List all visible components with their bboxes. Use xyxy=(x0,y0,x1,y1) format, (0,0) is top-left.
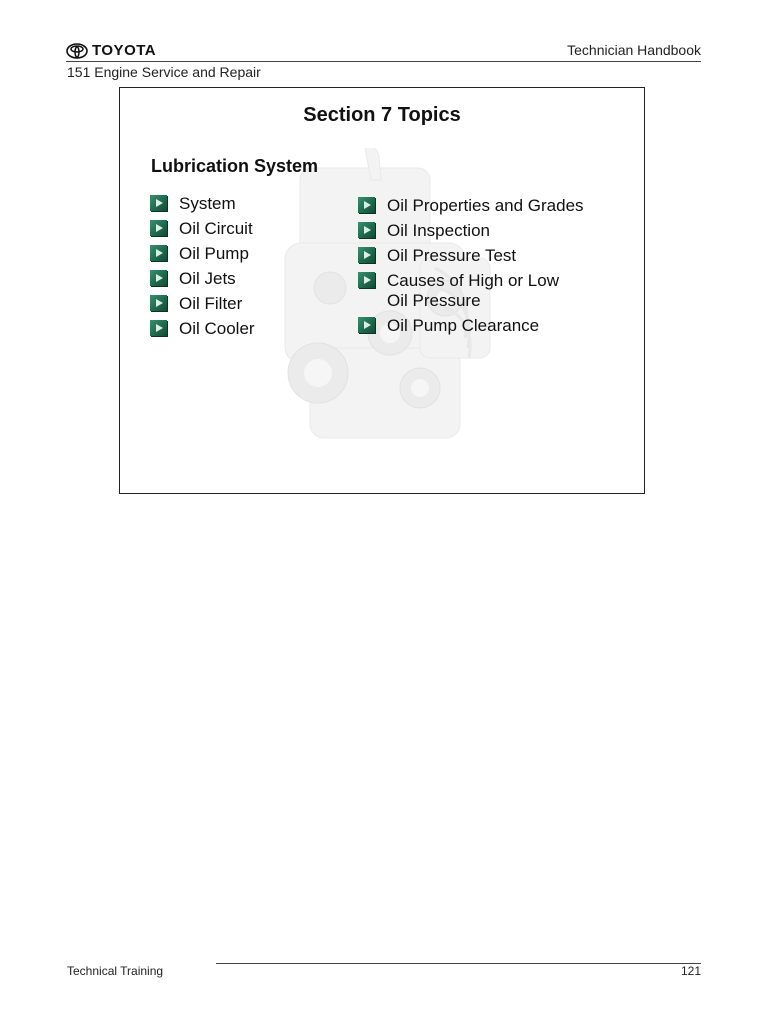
toyota-logo xyxy=(66,42,156,59)
list-item xyxy=(150,194,255,214)
list-item xyxy=(358,246,584,266)
page-footer xyxy=(66,960,701,984)
list-item xyxy=(358,316,584,336)
green-arrow-bullet-icon xyxy=(150,320,167,336)
handbook-title: Technician Handbook xyxy=(567,42,701,58)
list-item xyxy=(358,221,584,241)
slide-frame xyxy=(119,87,645,494)
green-arrow-bullet-icon xyxy=(150,270,167,286)
list-item-label: Oil Pump Clearance xyxy=(387,316,540,335)
list-item-label: Oil Pump xyxy=(179,244,249,263)
list-item xyxy=(358,271,572,311)
topic-list-left xyxy=(150,194,255,344)
toyota-emblem-icon xyxy=(66,43,88,59)
list-item-label: System xyxy=(179,194,236,213)
course-title: 151 Engine Service and Repair xyxy=(67,64,261,80)
slide-title: Section 7 Topics xyxy=(303,104,461,126)
footer-label: Technical Training xyxy=(67,964,164,978)
list-item xyxy=(358,196,584,216)
green-arrow-bullet-icon xyxy=(358,272,375,288)
list-item xyxy=(150,319,255,339)
page-number: 121 xyxy=(680,964,701,978)
brand-name: TOYOTA xyxy=(92,42,157,59)
page-header xyxy=(66,38,701,86)
header-divider xyxy=(66,61,701,62)
green-arrow-bullet-icon xyxy=(150,295,167,311)
green-arrow-bullet-icon xyxy=(150,245,167,261)
green-arrow-bullet-icon xyxy=(150,220,167,236)
list-item xyxy=(150,294,255,314)
green-arrow-bullet-icon xyxy=(150,195,167,211)
list-item-label: Oil Properties and Grades xyxy=(387,196,584,215)
list-item xyxy=(150,244,255,264)
list-item-label: Oil Cooler xyxy=(179,319,255,338)
list-item-label: Oil Filter xyxy=(179,294,243,313)
green-arrow-bullet-icon xyxy=(358,317,375,333)
list-item-label: Oil Pressure Test xyxy=(387,246,517,265)
list-item-label: Oil Circuit xyxy=(179,219,253,238)
green-arrow-bullet-icon xyxy=(358,197,375,213)
green-arrow-bullet-icon xyxy=(358,222,375,238)
slide-subtitle: Lubrication System xyxy=(151,156,319,176)
footer-divider xyxy=(216,963,701,964)
list-item-label: Causes of High or Low Oil Pressure xyxy=(387,271,559,310)
list-item-label: Oil Inspection xyxy=(387,221,490,240)
list-item xyxy=(150,219,255,239)
topic-list-right xyxy=(358,196,584,341)
green-arrow-bullet-icon xyxy=(358,247,375,263)
list-item xyxy=(150,269,255,289)
list-item-label: Oil Jets xyxy=(179,269,236,288)
